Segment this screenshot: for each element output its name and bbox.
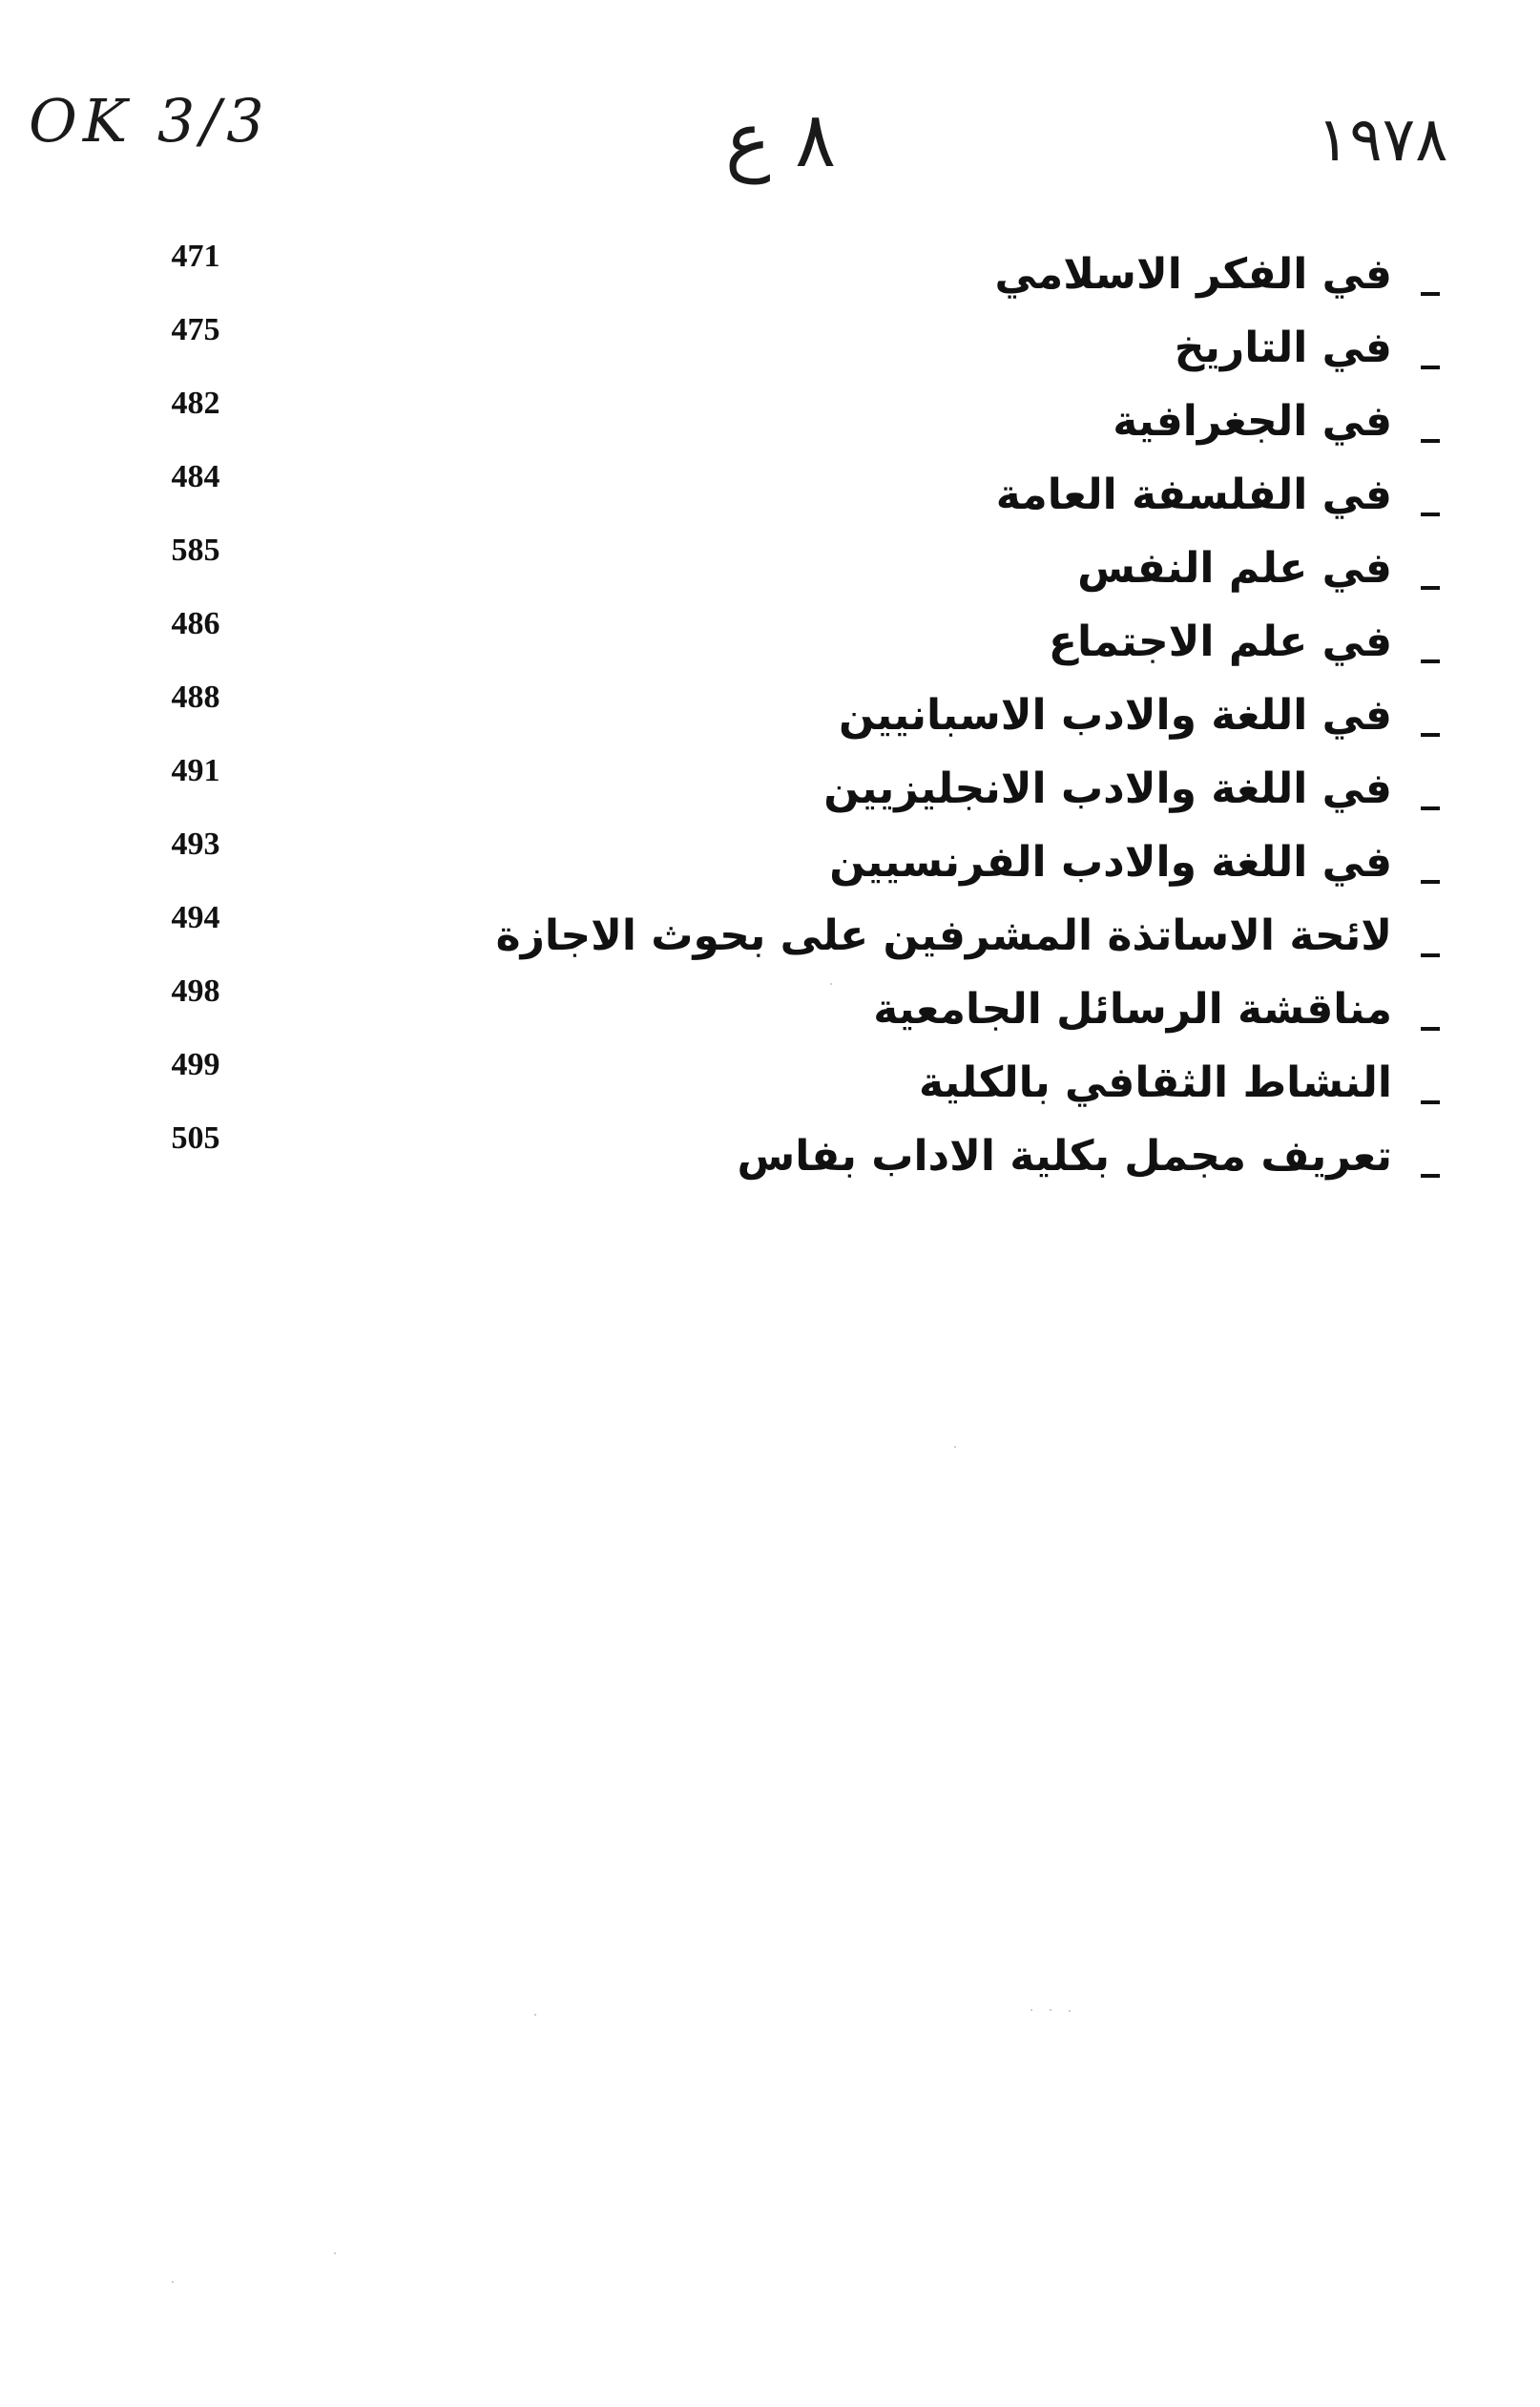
toc-entry bbox=[873, 985, 1440, 1034]
page-number: 493 bbox=[171, 827, 220, 862]
toc-entry bbox=[919, 1058, 1440, 1107]
page-number: 585 bbox=[171, 533, 220, 568]
toc-entry-title: في اللغة والادب الاسبانيين bbox=[839, 691, 1392, 740]
toc-entry bbox=[996, 471, 1440, 519]
dash-icon bbox=[1421, 513, 1440, 516]
page-number: 488 bbox=[171, 680, 220, 715]
toc-entry bbox=[1077, 544, 1440, 593]
toc-row bbox=[0, 900, 1540, 973]
toc-row bbox=[0, 753, 1540, 827]
dash-icon bbox=[1421, 586, 1440, 590]
toc-entry bbox=[737, 1132, 1440, 1181]
page-number: 482 bbox=[171, 386, 220, 421]
scan-speck bbox=[334, 2252, 336, 2254]
dash-icon bbox=[1421, 733, 1440, 737]
page-number: 494 bbox=[171, 900, 220, 935]
page-number: 491 bbox=[171, 753, 220, 788]
toc-row bbox=[0, 1047, 1540, 1120]
dash-icon bbox=[1421, 880, 1440, 884]
dash-icon bbox=[1421, 366, 1440, 369]
page-number: 486 bbox=[171, 606, 220, 641]
scan-speck bbox=[534, 2014, 536, 2016]
page-number: 484 bbox=[171, 459, 220, 494]
toc-entry bbox=[1113, 397, 1440, 446]
dash-icon bbox=[1421, 1100, 1440, 1104]
page-number: 498 bbox=[171, 973, 220, 1009]
toc-entry bbox=[823, 764, 1440, 813]
toc-entry-title: في الفكر الاسلامي bbox=[994, 250, 1392, 299]
handwritten-ok-mark: OK 3/3 bbox=[29, 86, 270, 156]
toc-row bbox=[0, 973, 1540, 1047]
dash-icon bbox=[1421, 439, 1440, 443]
scan-speck bbox=[954, 1446, 956, 1448]
dash-icon bbox=[1421, 659, 1440, 663]
toc-row bbox=[0, 606, 1540, 680]
toc-row bbox=[0, 459, 1540, 533]
toc-row bbox=[0, 312, 1540, 386]
toc-entry bbox=[995, 250, 1440, 299]
table-of-contents bbox=[0, 239, 1540, 1194]
toc-entry-title: في علم النفس bbox=[1077, 544, 1392, 593]
toc-entry-title: في التاريخ bbox=[1174, 324, 1392, 372]
scan-speck bbox=[1050, 2009, 1051, 2011]
toc-entry-title: في الفلسفة العامة bbox=[995, 471, 1392, 519]
toc-entry-title: النشاط الثقافي بالكلية bbox=[918, 1058, 1392, 1107]
toc-entry-title: لائحة الاساتذة المشرفين على بحوث الاجازة bbox=[495, 911, 1392, 960]
page-number: 475 bbox=[171, 312, 220, 347]
toc-entry-title: في الجغرافية bbox=[1113, 397, 1392, 446]
toc-row bbox=[0, 239, 1540, 312]
toc-entry bbox=[1175, 324, 1440, 372]
scan-speck bbox=[172, 2281, 174, 2283]
page-number: 471 bbox=[171, 239, 220, 274]
scan-speck bbox=[1030, 2009, 1032, 2011]
scan-speck bbox=[830, 983, 832, 985]
toc-entry-title: في اللغة والادب الانجليزيين bbox=[823, 764, 1392, 813]
dash-icon bbox=[1421, 1174, 1440, 1178]
toc-row bbox=[0, 680, 1540, 753]
page-number: 505 bbox=[171, 1120, 220, 1156]
toc-entry-title: تعريف مجمل بكلية الاداب بفاس bbox=[737, 1132, 1392, 1181]
toc-entry-title: في علم الاجتماع bbox=[1048, 617, 1392, 666]
page-number: 499 bbox=[171, 1047, 220, 1082]
dash-icon bbox=[1421, 806, 1440, 810]
toc-entry bbox=[1049, 617, 1440, 666]
toc-entry bbox=[829, 838, 1440, 887]
toc-entry bbox=[839, 691, 1440, 740]
dash-icon bbox=[1421, 953, 1440, 957]
handwritten-center-mark: ٨ ع bbox=[725, 95, 837, 184]
toc-row bbox=[0, 386, 1540, 459]
toc-row bbox=[0, 827, 1540, 900]
toc-row bbox=[0, 533, 1540, 606]
toc-row bbox=[0, 1120, 1540, 1194]
dash-icon bbox=[1421, 1027, 1440, 1031]
toc-entry-title: في اللغة والادب الفرنسيين bbox=[829, 838, 1392, 887]
dash-icon bbox=[1421, 292, 1440, 296]
scan-speck bbox=[1069, 2010, 1071, 2012]
toc-entry-title: مناقشة الرسائل الجامعية bbox=[873, 985, 1392, 1034]
toc-entry bbox=[496, 911, 1440, 960]
handwritten-year-mark: ١٩٧٨ bbox=[1317, 105, 1448, 176]
